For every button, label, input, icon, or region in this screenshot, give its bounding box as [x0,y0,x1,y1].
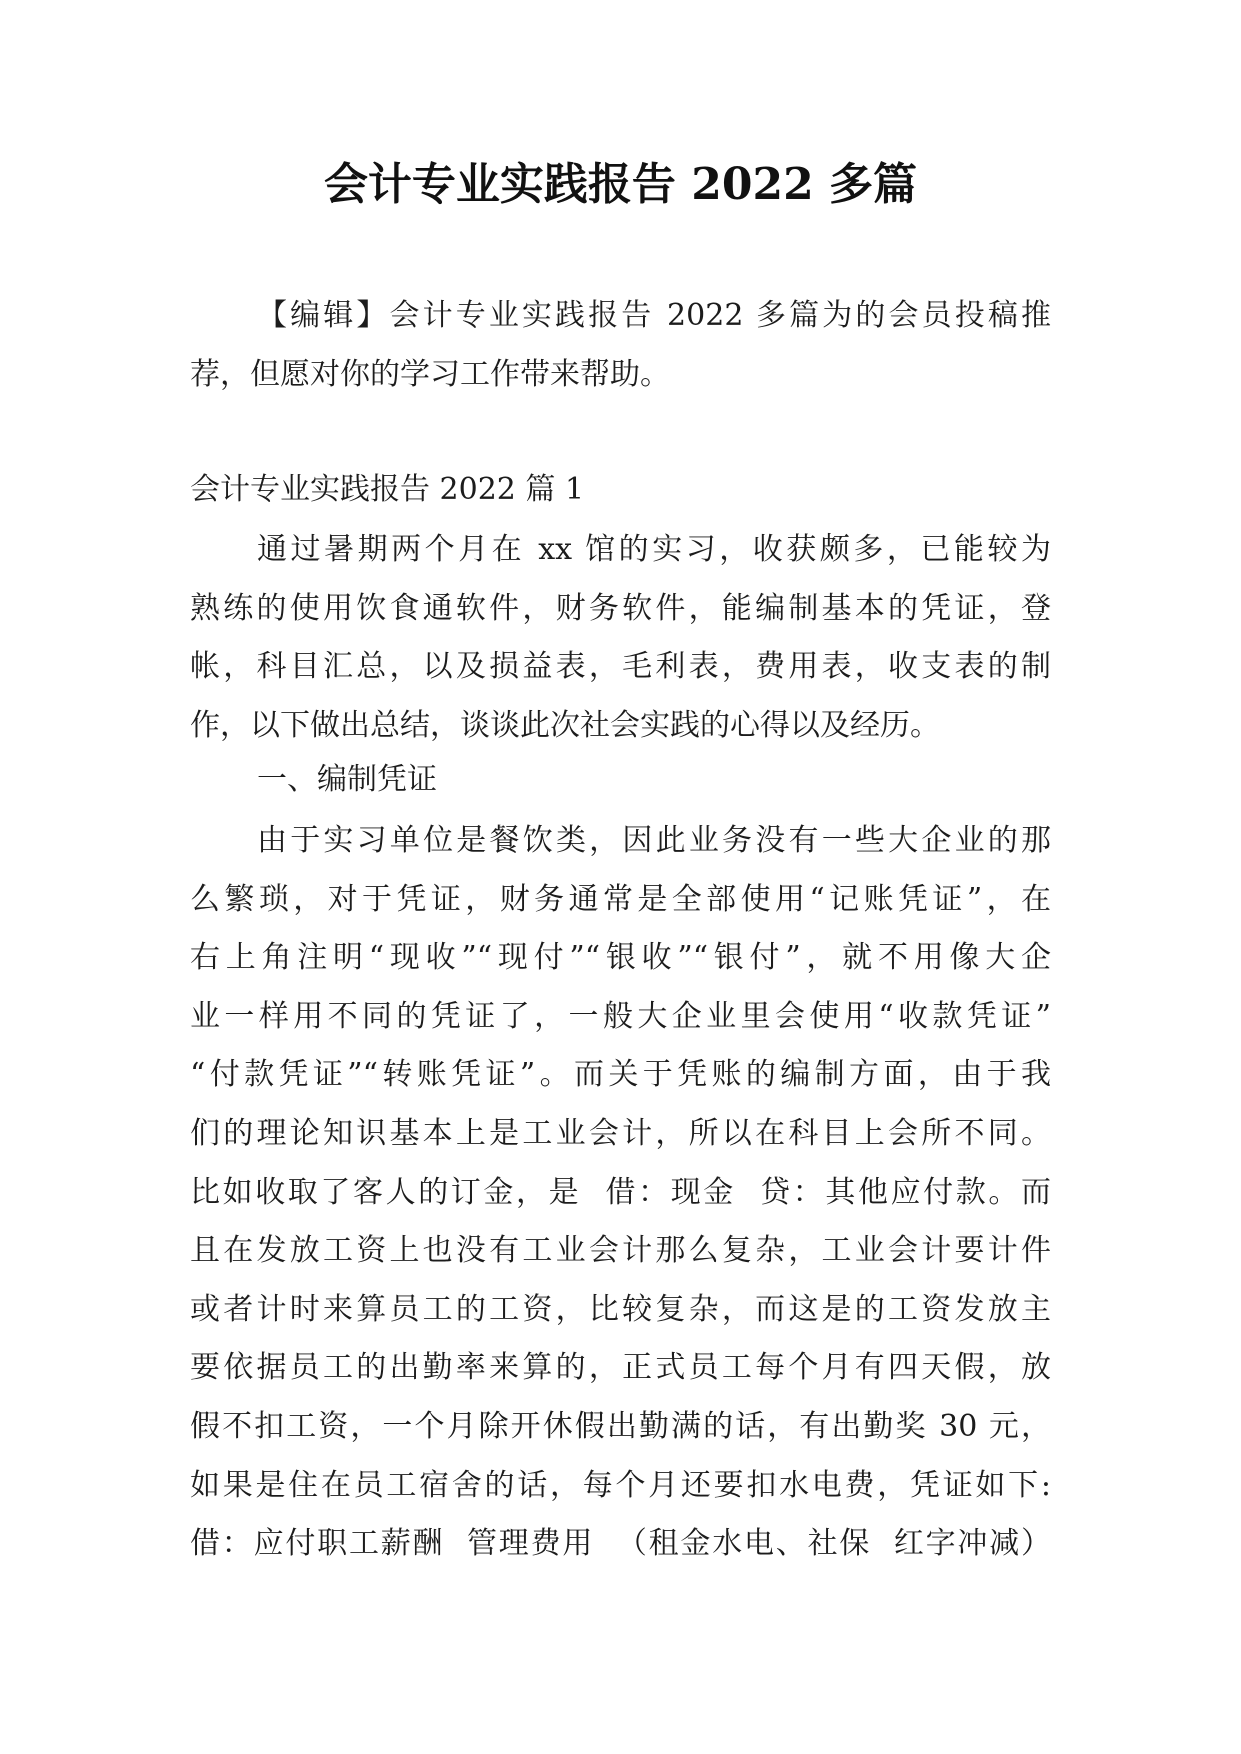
paragraph-1 [190,521,1051,755]
intro-line: 【编辑】会计专业实践报告 2022 多篇为的会员投稿推 [257,298,1051,333]
paragraph-line: 由于实习单位是餐饮类，因此业务没有一些大企业的那 [257,823,1051,858]
paragraph-line: 业一样用不同的凭证了，一般大企业里会使用“收款凭证” [190,998,1051,1034]
paragraph-line: 作，以下做出总结，谈谈此次社会实践的心得以及经历。 [190,707,940,743]
paragraph-line: 么繁琐，对于凭证，财务通常是全部使用“记账凭证”，在 [190,881,1051,917]
section-title-container [190,461,1051,520]
paragraph-line: 熟练的使用饮食通软件，财务软件，能编制基本的凭证，登 [190,590,1051,626]
paragraph-line: 要依据员工的出勤率来算的，正式员工每个月有四天假，放 [190,1350,1051,1386]
subheading-container [190,751,1051,810]
subheading: 一、编制凭证 [257,762,437,797]
paragraph-line: “付款凭证”“转账凭证”。而关于凭账的编制方面，由于我 [190,1057,1051,1093]
paragraph-line: 通过暑期两个月在 xx 馆的实习，收获颇多，已能较为 [257,532,1051,567]
paragraph-line: 如果是住在员工宿舍的话，每个月还要扣水电费，凭证如下: [190,1467,1051,1503]
section-title: 会计专业实践报告 2022 篇 1 [190,472,585,507]
paragraph-2 [190,812,1051,1574]
paragraph-line: 右上角注明“现收”“现付”“银收”“银付”，就不用像大企 [190,940,1051,976]
paragraph-line: 帐，科目汇总，以及损益表，毛利表，费用表，收支表的制 [190,649,1051,685]
paragraph-line: 且在发放工资上也没有工业会计那么复杂，工业会计要计件 [190,1233,1051,1269]
paragraph-line: 们的理论知识基本上是工业会计，所以在科目上会所不同。 [190,1115,1051,1151]
paragraph-line: 借：应付职工薪酬 管理费用 （租金水电、社保 红字冲减） [190,1526,1051,1562]
intro-paragraph [190,287,1051,404]
paragraph-line: 假不扣工资，一个月除开休假出勤满的话，有出勤奖 30 元， [190,1408,1051,1444]
intro-line: 荐，但愿对你的学习工作带来帮助。 [190,356,670,392]
document-title: 会计专业实践报告 2022 多篇 [323,159,918,210]
paragraph-line: 比如收取了客人的订金，是 借：现金 贷：其他应付款。而 [190,1174,1051,1210]
paragraph-line: 或者计时来算员工的工资，比较复杂，而这是的工资发放主 [190,1291,1051,1327]
